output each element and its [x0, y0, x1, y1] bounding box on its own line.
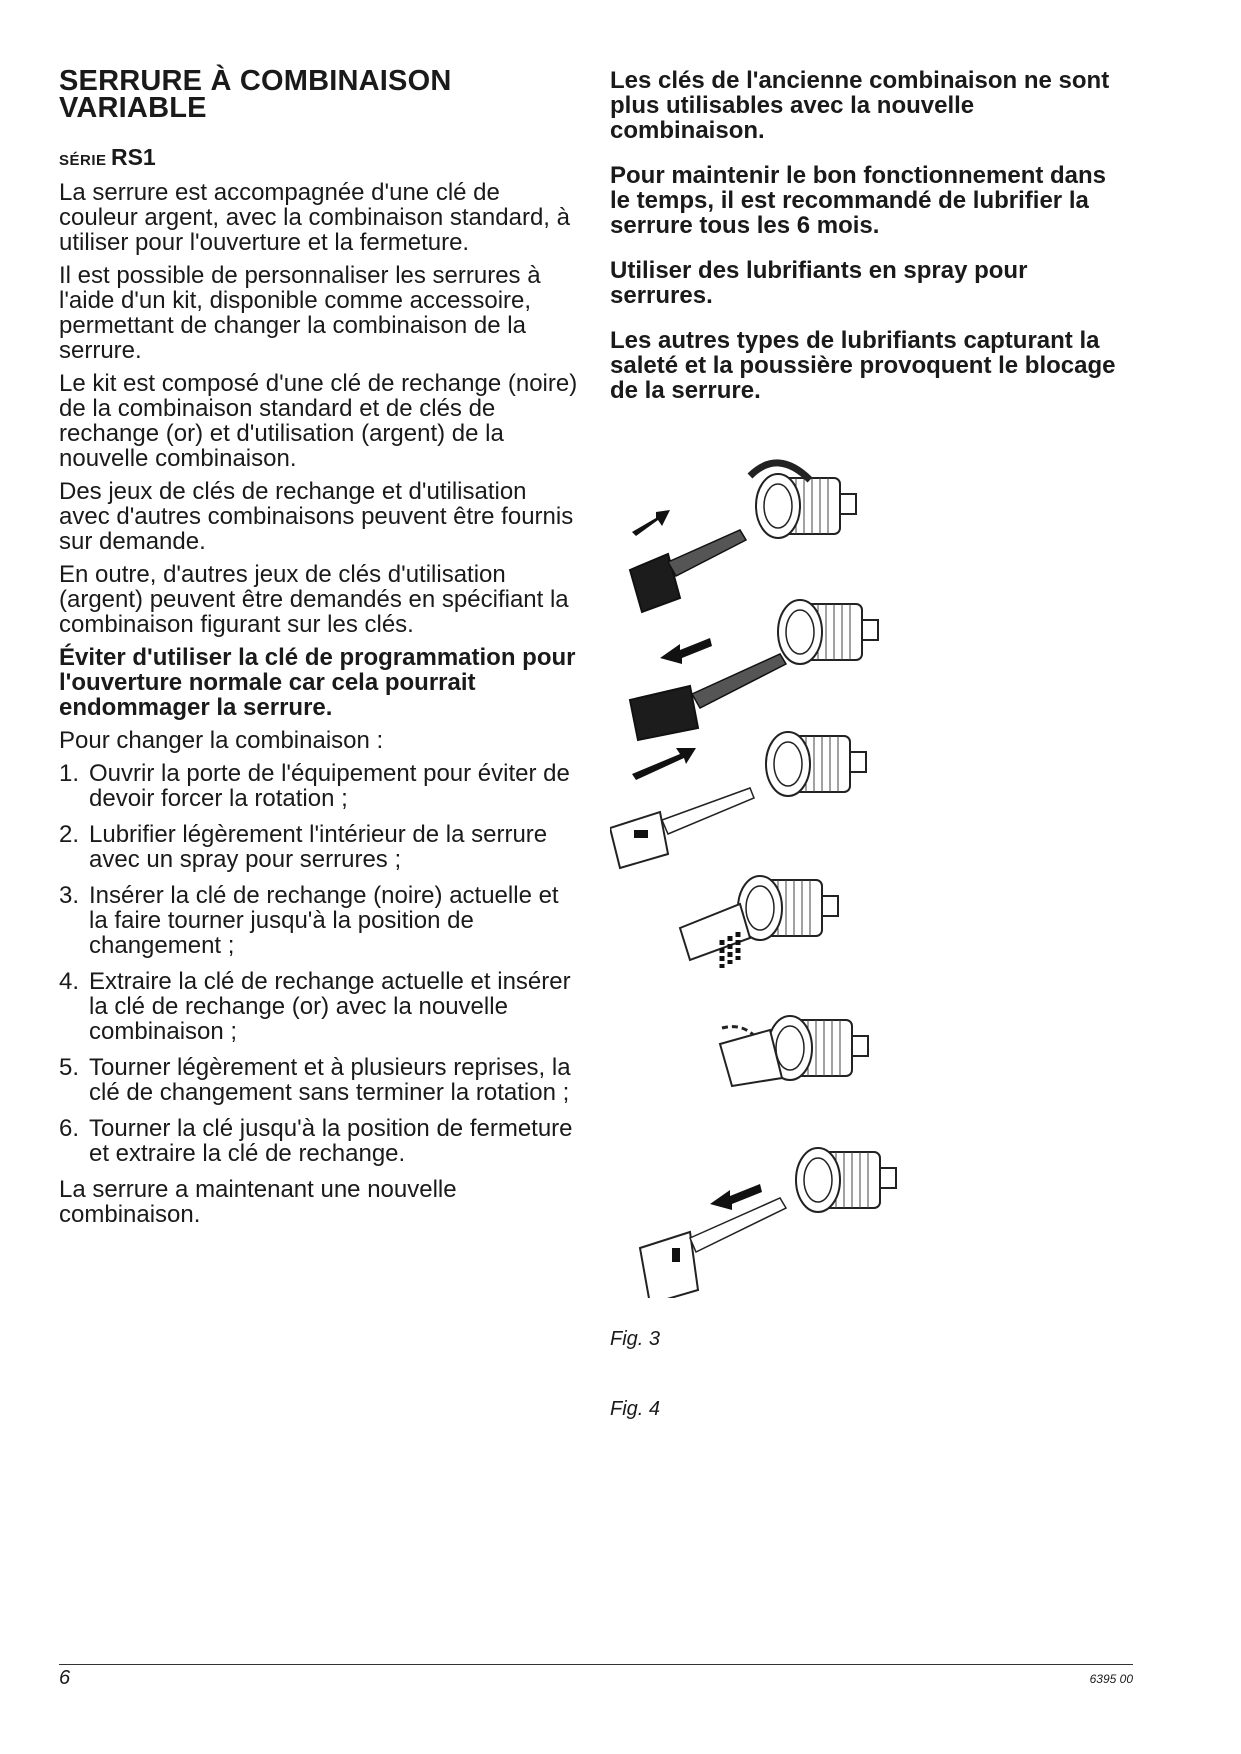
- title-line-2: VARIABLE: [59, 92, 207, 124]
- step-number: 4.: [59, 968, 80, 995]
- figure-3-caption: Fig. 3: [610, 1328, 661, 1350]
- series-prefix: SÉRIE: [59, 152, 107, 169]
- step-item: [59, 969, 579, 1044]
- extract-arrow-icon: [710, 1184, 762, 1210]
- silver-key: [640, 1198, 786, 1298]
- footer-divider: [59, 1664, 1133, 1665]
- key-in-lock: [720, 1030, 782, 1086]
- step-item: [59, 1055, 579, 1105]
- step-text: Tourner la clé jusqu'à la position de fermeture et extraire la clé de rechange.: [89, 1115, 573, 1167]
- paragraph-other-sets: Des jeux de clés de rechange et d'utilisation avec d'autres combinaisons peuvent être fournis sur demande.: [59, 478, 574, 555]
- lock-cylinder-1: [756, 474, 856, 538]
- step-number: 5.: [59, 1054, 80, 1081]
- black-key-1: [630, 530, 746, 612]
- lock-cylinder-2: [778, 600, 878, 664]
- step-text: Ouvrir la porte de l'équipement pour éviter de devoir forcer la rotation ;: [89, 760, 570, 812]
- step-item: [59, 1116, 579, 1166]
- gold-key: [610, 788, 754, 868]
- procedure-intro: Pour changer la combinaison :: [59, 727, 384, 754]
- step-number: 6.: [59, 1115, 80, 1142]
- paragraph-maintenance: Pour maintenir le bon fonctionnement dans le temps, il est recommandé de lubrifier la serrure tous les 6 mois.: [610, 162, 1107, 239]
- paragraph-kit-content: Le kit est composé d'une clé de rechange (noire) de la combinaison standard et de clés de rechange (or) et d'utilisation (argent) de la nouvelle combinaison.: [59, 370, 578, 472]
- extract-arrow-icon: [660, 638, 712, 664]
- page-title: [59, 65, 579, 124]
- step-number: 2.: [59, 821, 80, 848]
- series-name: RS1: [110, 144, 156, 170]
- lock-cylinder-6: [796, 1148, 896, 1212]
- step-text: Tourner légèrement et à plusieurs reprises, la clé de changement sans terminer la rotation ;: [89, 1054, 571, 1106]
- step-text: Lubrifier légèrement l'intérieur de la serrure avec un spray pour serrures ;: [89, 821, 548, 873]
- step-text: Extraire la clé de rechange actuelle et insérer la clé de rechange (or) avec la nouvelle combinaison ;: [89, 968, 571, 1045]
- paragraph-spray: Utiliser des lubrifiants en spray pour serrures.: [610, 257, 1028, 309]
- step-item: [59, 761, 579, 811]
- paragraph-extra-keys: En outre, d'autres jeux de clés d'utilisation (argent) peuvent être demandés en spécifiant la combinaison figurant sur les clés.: [59, 561, 569, 638]
- turning-key: [680, 904, 750, 968]
- left-column: [59, 65, 579, 1235]
- series-label: [59, 144, 579, 174]
- insert-arrow-icon: [632, 748, 696, 780]
- key-lock-illustration: [610, 458, 910, 1298]
- step-number: 1.: [59, 760, 80, 787]
- warning-text: Éviter d'utiliser la clé de programmation pour l'ouverture normale car cela pourrait endommager la serrure.: [59, 644, 576, 721]
- lock-cylinder-5: [768, 1016, 868, 1080]
- paragraph-old-keys: Les clés de l'ancienne combinaison ne sont plus utilisables avec la nouvelle combinaison.: [610, 67, 1110, 144]
- title-line-1: SERRURE À COMBINAISON: [59, 65, 452, 97]
- procedure-steps: [59, 761, 579, 1166]
- step-text: Insérer la clé de rechange (noire) actuelle et la faire tourner jusqu'à la position de changement ;: [89, 882, 559, 959]
- step-item: [59, 822, 579, 872]
- black-key-2: [630, 654, 786, 740]
- document-reference: 6395 00: [1089, 1672, 1133, 1686]
- step-item: [59, 883, 579, 958]
- insert-arrow-icon: [632, 510, 670, 536]
- paragraph-intro: La serrure est accompagnée d'une clé de couleur argent, avec la combinaison standard, à utiliser pour l'ouverture et la fermeture.: [59, 179, 570, 256]
- right-column: [610, 68, 1130, 423]
- lock-cylinder-4: [738, 876, 838, 940]
- page-number: 6: [59, 1667, 71, 1689]
- conclusion-text: La serrure a maintenant une nouvelle combinaison.: [59, 1176, 457, 1228]
- figure-4-caption: Fig. 4: [610, 1398, 661, 1420]
- step-number: 3.: [59, 882, 80, 909]
- paragraph-kit: Il est possible de personnaliser les serrures à l'aide d'un kit, disponible comme accessoire, permettant de changer la combinaison de la serrure.: [59, 262, 541, 364]
- paragraph-other-lubricants: Les autres types de lubrifiants capturant la saleté et la poussière provoquent le blocage de la serrure.: [610, 327, 1116, 404]
- lock-cylinder-3: [766, 732, 866, 796]
